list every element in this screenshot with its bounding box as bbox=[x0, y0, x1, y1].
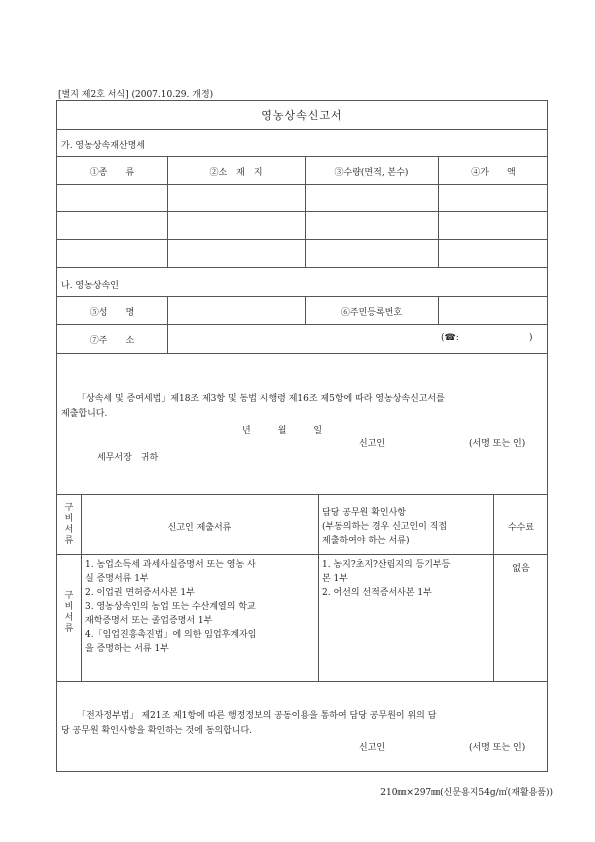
report-form bbox=[56, 100, 548, 772]
phone-label: (☎: bbox=[441, 333, 459, 343]
side-label-char: 류 bbox=[64, 536, 74, 546]
official-check-line: 1. 농지?초지?산림지의 등기부등 bbox=[322, 560, 451, 570]
consent-line-1: 「전자정부법」 제21조 제1항에 따른 행정정보의 공동이용을 통하여 담당 공무원이 위의 담 bbox=[77, 711, 437, 721]
submitted-document-line: 2. 이업권 면허증서사본 1부 bbox=[85, 588, 195, 598]
column-header-type: ①종 류 bbox=[89, 168, 135, 178]
official-check-header-line-1: 담당 공무원 확인사항 bbox=[322, 508, 406, 518]
rule bbox=[57, 324, 547, 325]
rule bbox=[57, 554, 547, 555]
address-label: ⑦주 소 bbox=[89, 336, 135, 346]
rule bbox=[57, 239, 547, 240]
side-label-char: 서 bbox=[64, 613, 74, 623]
documents-side-label bbox=[57, 503, 81, 547]
documents-side-label-body bbox=[57, 591, 81, 635]
column-header-quantity: ③수량(면적, 본수) bbox=[334, 168, 409, 178]
declaration-line-2: 제출합니다. bbox=[61, 409, 108, 419]
declaration-signature: (서명 또는 인) bbox=[469, 439, 526, 449]
section-b-heading: 나. 영농상속인 bbox=[61, 281, 119, 291]
rule bbox=[57, 353, 547, 354]
submitted-document-line: 1. 농업소득세 과세사실증명서 또는 영농 사 bbox=[85, 560, 256, 570]
rule bbox=[57, 494, 547, 495]
rule bbox=[57, 129, 547, 130]
submitted-document-line: 실 증명서류 1부 bbox=[85, 574, 149, 584]
rule bbox=[57, 211, 547, 212]
rule bbox=[57, 156, 547, 157]
form-number-label: [별지 제2호 서식] (2007.10.29. 개정) bbox=[58, 90, 214, 100]
name-label: ⑤성 명 bbox=[89, 308, 135, 318]
side-label-char: 류 bbox=[64, 624, 74, 634]
submitted-document-line: 을 증명하는 서류 1부 bbox=[85, 644, 169, 654]
official-check-line: 본 1부 bbox=[322, 574, 348, 584]
official-check-list bbox=[322, 558, 492, 600]
form-title: 영농상속신고서 bbox=[261, 109, 343, 122]
side-label-char: 구 bbox=[64, 591, 74, 601]
rule bbox=[57, 267, 547, 268]
fee-value: 없음 bbox=[512, 564, 530, 574]
rule bbox=[57, 681, 547, 682]
column-rule bbox=[167, 296, 168, 353]
column-header-location: ②소 재 지 bbox=[209, 168, 263, 178]
section-a-heading: 가. 영농상속재산명세 bbox=[61, 141, 145, 151]
rule bbox=[57, 184, 547, 185]
declaration-date: 년 월 일 bbox=[242, 426, 323, 436]
declaration-line-1: 「상속세 및 증여세법」제18조 제3항 및 동법 시행령 제16조 제5항에 따라 영농상속신고서를 bbox=[77, 394, 445, 404]
side-label-char: 비 bbox=[64, 514, 74, 524]
fee-header: 수수료 bbox=[507, 523, 535, 533]
official-check-line: 2. 어선의 선적증서사본 1부 bbox=[322, 588, 432, 598]
resident-id-label: ⑥주민등록번호 bbox=[340, 308, 403, 318]
consent-reporter: 신고인 bbox=[359, 743, 386, 753]
declaration-reporter: 신고인 bbox=[359, 439, 386, 449]
consent-line-2: 당 공무원 확인사항을 확인하는 것에 동의합니다. bbox=[61, 726, 253, 736]
submitted-document-line: 3. 영농상속인의 농업 또는 수산계열의 학교 bbox=[85, 602, 256, 612]
submitted-document-line: 재학증명서 또는 졸업증명서 1부 bbox=[85, 616, 213, 626]
official-check-header-line-3: 제출하여야 하는 서류) bbox=[322, 536, 410, 546]
official-check-header-line-2: (부동의하는 경우 신고인이 직접 bbox=[322, 522, 448, 532]
column-header-value: ④가 액 bbox=[471, 168, 516, 178]
paper-spec-label: 210㎜×297㎜(신문용지54g/㎡(재활용품)) bbox=[380, 788, 553, 798]
phone-close: ) bbox=[529, 333, 533, 343]
side-label-char: 서 bbox=[64, 525, 74, 535]
documents-side-label-text bbox=[57, 503, 81, 547]
side-label-char: 비 bbox=[64, 602, 74, 612]
column-rule bbox=[438, 296, 439, 324]
rule bbox=[57, 296, 547, 297]
column-rule bbox=[318, 494, 319, 681]
submitted-documents-header: 신고인 제출서류 bbox=[167, 523, 232, 533]
submitted-document-line: 4.「임업진흥촉진법」에 의한 임업후계자임 bbox=[85, 630, 257, 640]
declaration-recipient: 세무서장 귀하 bbox=[97, 453, 159, 463]
consent-signature: (서명 또는 인) bbox=[469, 743, 526, 753]
side-label-char: 구 bbox=[64, 503, 74, 513]
documents-side-label-body-text bbox=[57, 591, 81, 635]
submitted-documents-list bbox=[85, 558, 317, 656]
